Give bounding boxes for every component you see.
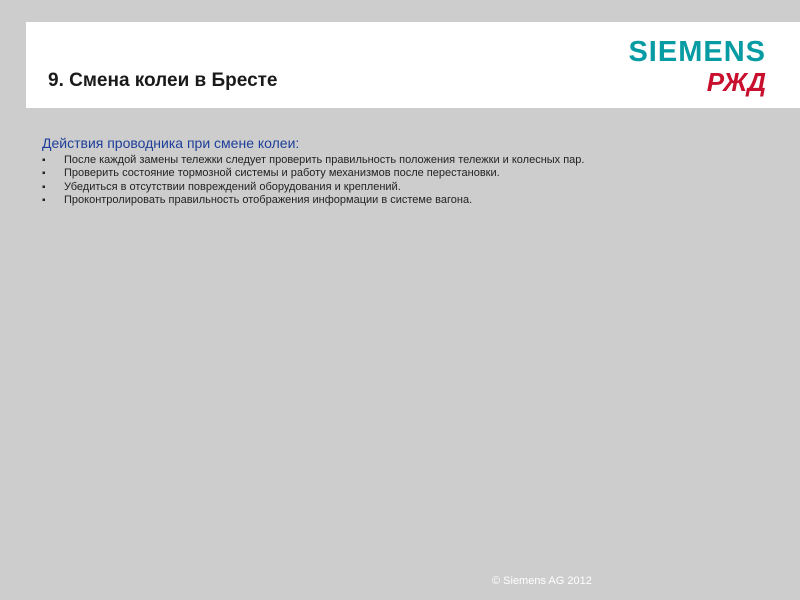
header-banner bbox=[26, 22, 800, 108]
list-item: ▪ Убедиться в отсутствии повреждений оборудования и креплений. bbox=[42, 181, 762, 195]
content-block bbox=[42, 137, 762, 208]
list-item: ▪ Проверить состояние тормозной системы и работу механизмов после перестановки. bbox=[42, 167, 762, 181]
siemens-logo: SIEMENS bbox=[628, 36, 766, 68]
content-heading: Действия проводника при смене колеи: bbox=[42, 135, 300, 151]
footer-copyright: © Siemens AG 2012 bbox=[492, 575, 592, 587]
logo bbox=[628, 36, 766, 98]
page-title: 9. Смена колеи в Бресте bbox=[48, 70, 278, 91]
rzd-logo: РЖД bbox=[706, 67, 766, 97]
list-item: ▪ Проконтролировать правильность отображения информации в системе вагона. bbox=[42, 194, 762, 208]
list-item: ▪ После каждой замены тележки следует проверить правильность положения тележки и колесных пар. bbox=[42, 154, 762, 168]
